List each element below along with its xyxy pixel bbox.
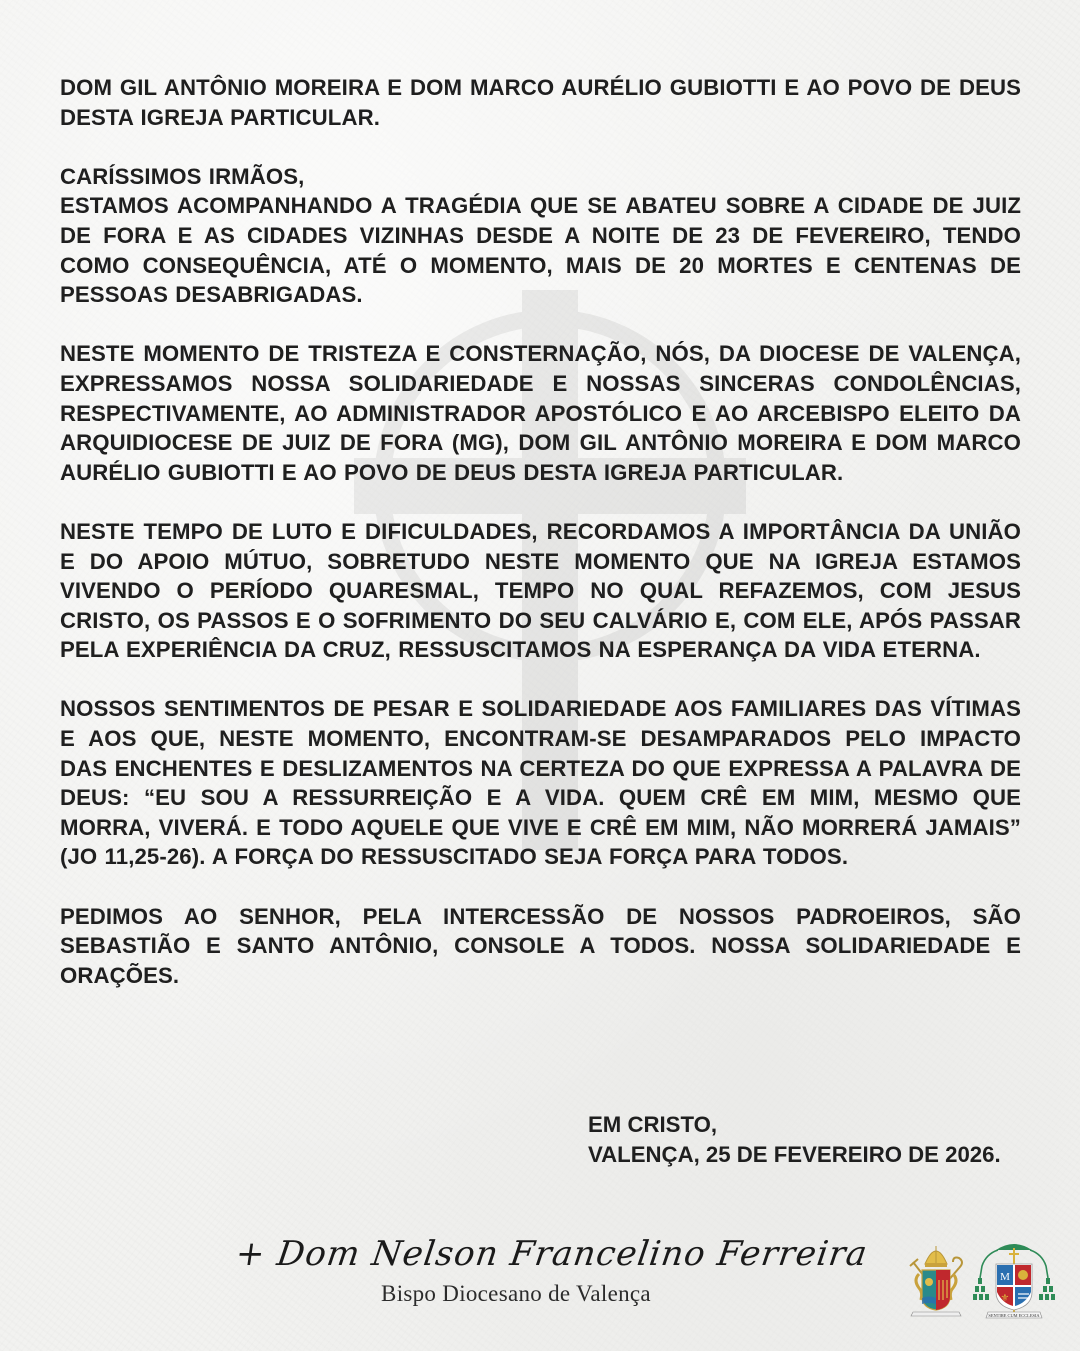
- paragraph-lent: NESTE TEMPO DE LUTO E DIFICULDADES, RECORDAMOS A IMPORTÂNCIA DA UNIÃO E DO APOIO MÚTUO, SOBRETUDO NESTE MOMENTO QUE NA IGREJA ESTAMOS VIVENDO O PERÍODO QUARESMAL, TEMPO NO QUAL REFAZEMOS, COM JESUS CRISTO, OS PASSOS E O SOFRIMENTO DO SEU CALVÁRIO E, COM ELE, APÓS PASSAR PELA EXPERIÊNCIA DA CRUZ, RESSUSCITAMOS NA ESPERANÇA DA VIDA ETERNA.: [60, 518, 1021, 663]
- bishop-coat-of-arms-icon: [972, 1240, 1056, 1322]
- closing-place-date: VALENÇA, 25 DE FEVEREIRO DE 2026.: [588, 1141, 1001, 1167]
- signature-block: [233, 1232, 871, 1308]
- svg-text:⚜: ⚜: [1000, 1293, 1010, 1304]
- paragraph-greeting: CARÍSSIMOS IRMÃOS,: [60, 163, 305, 189]
- letter-body: [60, 73, 1021, 1020]
- diocese-coat-of-arms-icon: [905, 1240, 967, 1322]
- closing-salutation: EM CRISTO,: [588, 1112, 718, 1137]
- paragraph-tragedy: ESTAMOS ACOMPANHANDO A TRAGÉDIA QUE SE ABATEU SOBRE A CIDADE DE JUIZ DE FORA E AS CIDADES VIZINHAS DESDE A NOITE DE 23 DE FEVEREIRO, TENDO COMO CONSEQUÊNCIA, ATÉ O MOMENTO, MAIS DE 20 MORTES E CENTENAS DE PESSOAS DESABRIGADAS.: [60, 193, 1021, 308]
- closing-block: [588, 1110, 1001, 1169]
- signature-title: Bispo Diocesano de Valença: [381, 1281, 651, 1306]
- paragraph-prayer: PEDIMOS AO SENHOR, PELA INTERCESSÃO DE NOSSOS PADROEIROS, SÃO SEBASTIÃO E SANTO ANTÔNIO, CONSOLE A TODOS. NOSSA SOLIDARIEDADE E ORAÇÕES.: [60, 903, 1021, 988]
- paragraph-condolences: NESTE MOMENTO DE TRISTEZA E CONSTERNAÇÃO, NÓS, DA DIOCESE DE VALENÇA, EXPRESSAMOS NOSSA SOLIDARIEDADE E NOSSAS SINCERAS CONDOLÊNCIAS, RESPECTIVAMENTE, AO ADMINISTRADOR APOSTÓLICO E AO ARCEBISPO ELEITO DA ARQUIDIOCESE DE JUIZ DE FORA (MG), DOM GIL ANTÔNIO MOREIRA E DOM MARCO AURÉLIO GUBIOTTI E AO POVO DE DEUS DESTA IGREJA PARTICULAR.: [60, 341, 1021, 485]
- svg-text:M: M: [1000, 1271, 1010, 1283]
- paragraph-sentiments: NOSSOS SENTIMENTOS DE PESAR E SOLIDARIEDADE AOS FAMILIARES DAS VÍTIMAS E AOS QUE, NESTE MOMENTO, ENCONTRAM-SE DESAMPARADOS PELO IMPACTO DAS ENCHENTES E DESLIZAMENTOS NA CERTEZA DO QUE EXPRESSA A PALAVRA DE DEUS: “EU SOU A RESSURREIÇÃO E A VIDA. QUEM CRÊ EM MIM, MESMO QUE MORRA, VIVERÁ. E TODO AQUELE QUE VIVE E CRÊ EM MIM, NÃO MORRERÁ JAMAIS” (JO 11,25-26). A FORÇA DO RESSUSCITADO SEJA FORÇA PARA TODOS.: [60, 696, 1021, 870]
- signature-name: + Dom Nelson Francelino Ferreira: [233, 1234, 871, 1274]
- motto-text: SENTIRE CUM ECCLESIA: [988, 1313, 1040, 1318]
- paragraph-addressees: DOM GIL ANTÔNIO MOREIRA E DOM MARCO AURÉLIO GUBIOTTI E AO POVO DE DEUS DESTA IGREJA PARTICULAR.: [60, 75, 1021, 130]
